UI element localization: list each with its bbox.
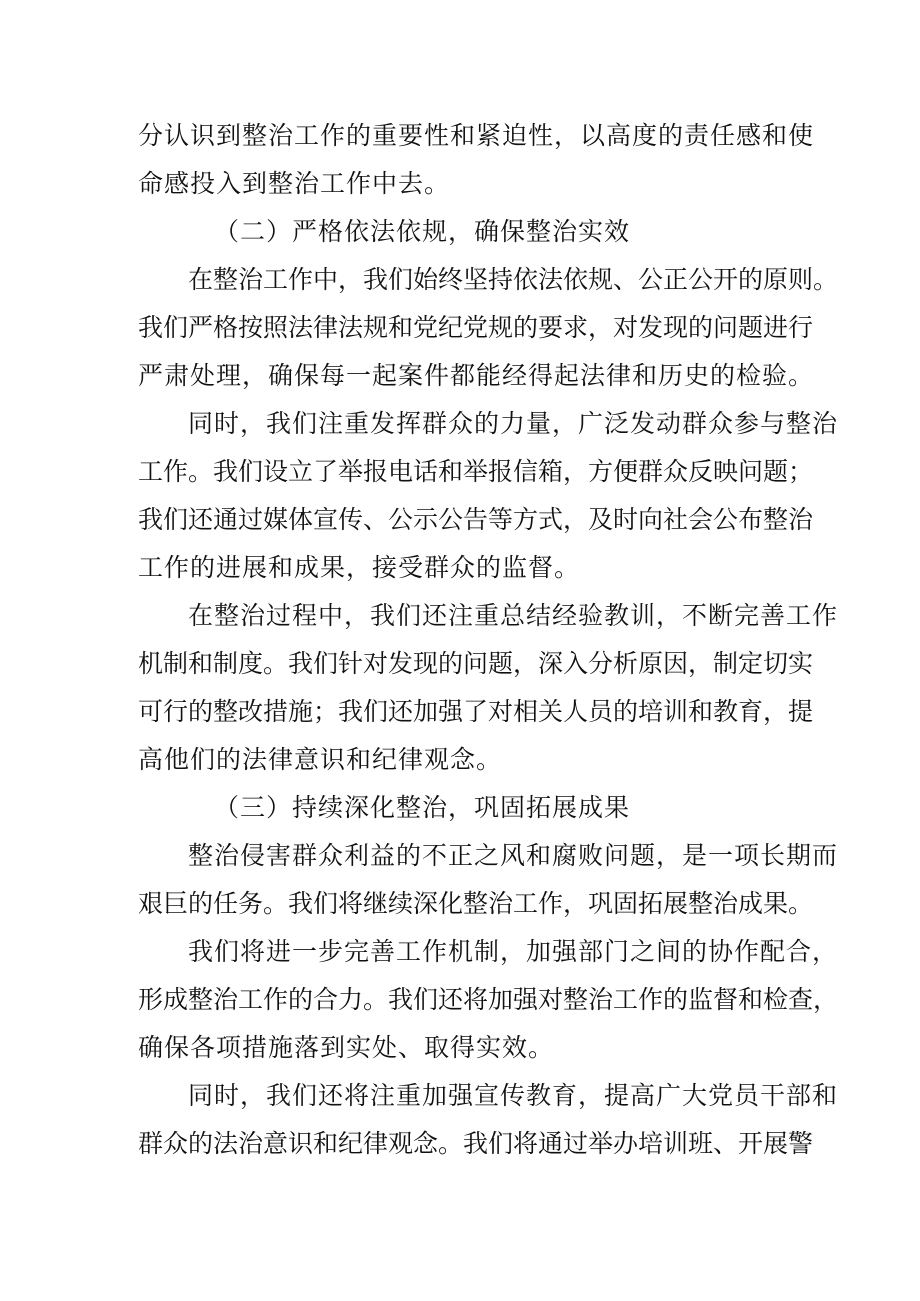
text-line: 在整治过程中，我们还注重总结经验教训，不断完善工作 xyxy=(188,601,839,630)
text-line: 艰巨的任务。我们将继续深化整治工作，巩固拓展整治成果。 xyxy=(138,889,814,918)
text-line: 可行的整改措施；我们还加强了对相关人员的培训和教育，提 xyxy=(138,697,814,726)
text-line: 我们还通过媒体宣传、公示公告等方式，及时向社会公布整治 xyxy=(138,505,814,534)
text-line: 工作。我们设立了举报电话和举报信箱，方便群众反映问题； xyxy=(138,457,814,486)
text-line: 在整治工作中，我们始终坚持依法依规、公正公开的原则。 xyxy=(188,265,839,294)
text-line: 命感投入到整治工作中去。 xyxy=(138,169,451,198)
document-body xyxy=(138,112,839,1168)
text-line: 形成整治工作的合力。我们还将加强对整治工作的监督和检查， xyxy=(138,985,839,1014)
text-line: 同时，我们还将注重加强宣传教育，提高广大党员干部和 xyxy=(188,1081,839,1110)
text-line: 整治侵害群众利益的不正之风和腐败问题，是一项长期而 xyxy=(188,841,839,870)
text-line: 确保各项措施落到实处、取得实效。 xyxy=(138,1033,555,1062)
text-line: 机制和制度。我们针对发现的问题，深入分析原因，制定切实 xyxy=(138,649,814,678)
text-line: 工作的进展和成果，接受群众的监督。 xyxy=(138,553,581,582)
text-line: 严肃处理，确保每一起案件都能经得起法律和历史的检验。 xyxy=(138,361,815,390)
text-line: 同时，我们注重发挥群众的力量，广泛发动群众参与整治 xyxy=(188,409,839,438)
section-heading: （二）严格依法依规，确保整治实效 xyxy=(214,217,631,246)
text-line: 分认识到整治工作的重要性和紧迫性，以高度的责任感和使 xyxy=(138,121,815,150)
text-line: 我们将进一步完善工作机制，加强部门之间的协作配合， xyxy=(188,937,839,966)
text-line: 群众的法治意识和纪律观念。我们将通过举办培训班、开展警 xyxy=(138,1129,814,1158)
text-line: 高他们的法律意识和纪律观念。 xyxy=(138,745,503,774)
text-line: 我们严格按照法律法规和党纪党规的要求，对发现的问题进行 xyxy=(138,313,814,342)
section-heading: （三）持续深化整治，巩固拓展成果 xyxy=(214,793,631,822)
